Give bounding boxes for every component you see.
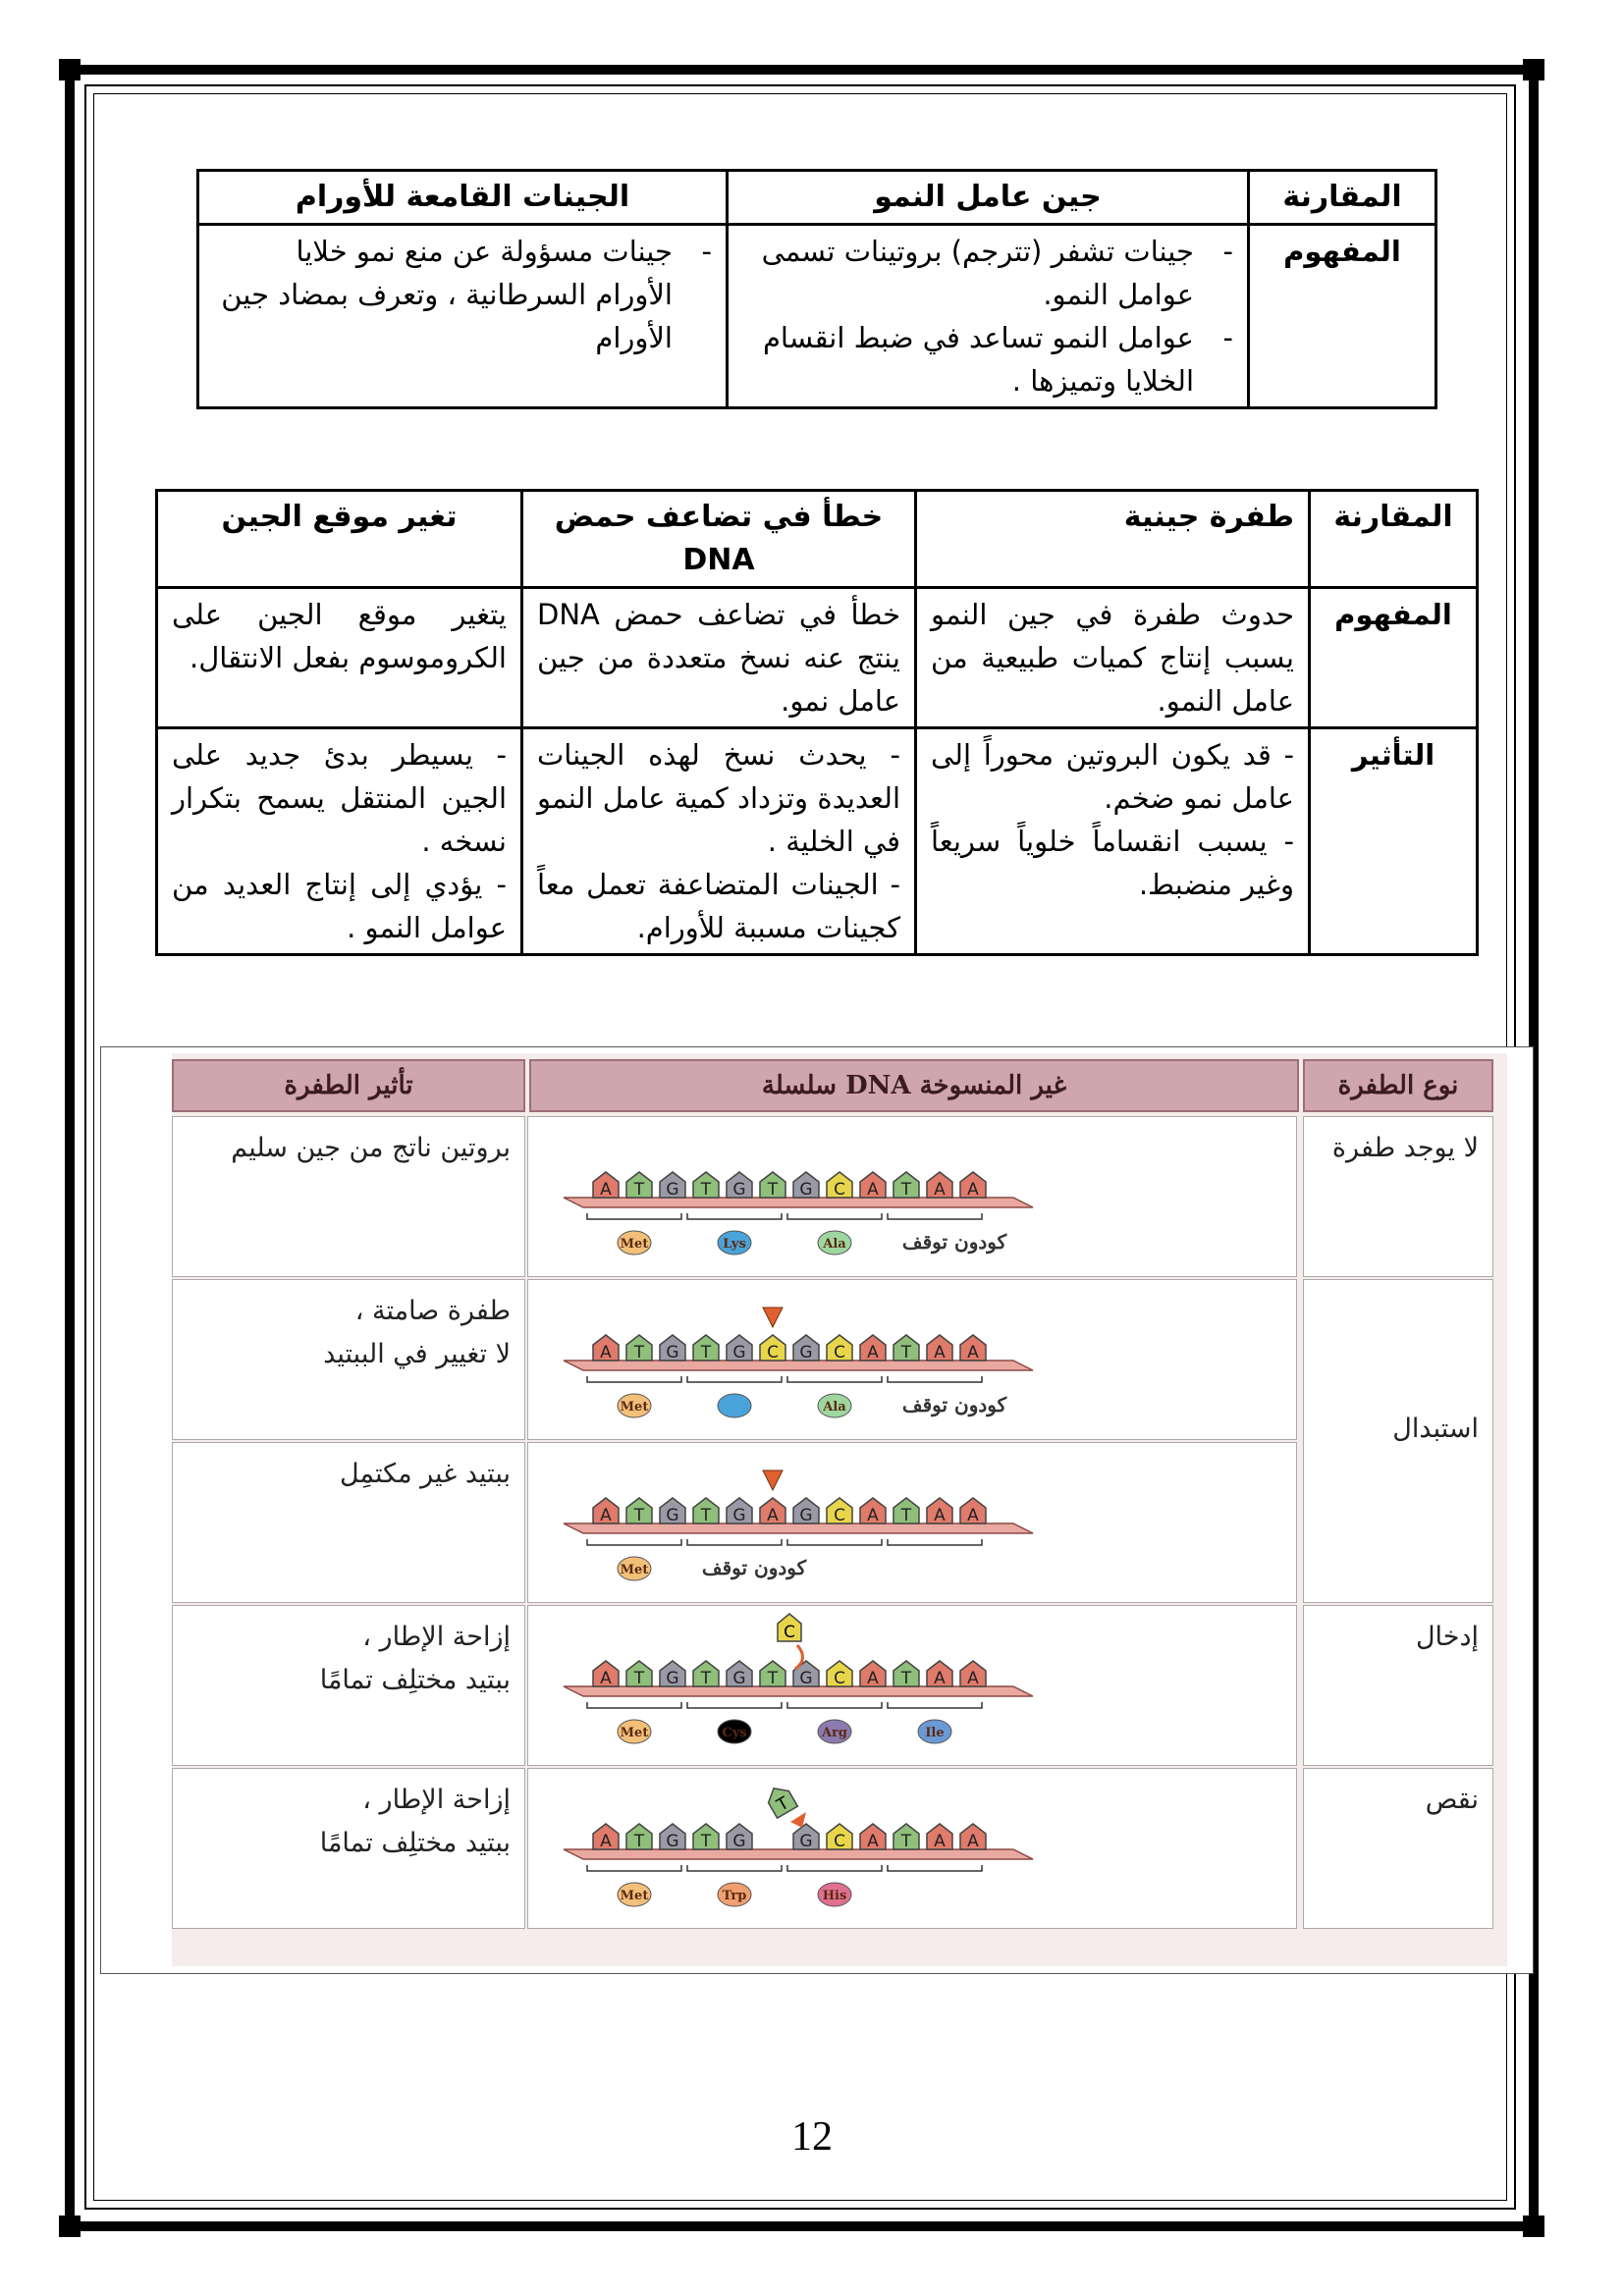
dna-base-letter: A xyxy=(934,1669,946,1688)
dna-base-T xyxy=(893,1661,919,1688)
codon-bracket xyxy=(888,1376,982,1382)
codon-bracket xyxy=(888,1702,982,1708)
mutation-effect-text: ببتيد مختلِف تمامًا xyxy=(319,1828,511,1858)
header-comparison: المقارنة xyxy=(1310,491,1478,588)
dna-base-letter: T xyxy=(633,1343,645,1362)
dna-base-T xyxy=(693,1824,719,1851)
codon-bracket xyxy=(587,1865,681,1871)
stop-codon-label: كودون توقف xyxy=(701,1556,807,1579)
dna-base-letter: A xyxy=(867,1343,879,1362)
dna-base-letter: A xyxy=(967,1343,979,1362)
codon-bracket xyxy=(687,1865,782,1871)
dna-base-T xyxy=(760,1661,785,1688)
list-item: - جينات مسؤولة عن منع نمو خلايا الأورام السرطانية ، وتعرف بمضاد جين الأورام xyxy=(213,230,712,359)
dna-base-T xyxy=(626,1661,652,1688)
codon-bracket xyxy=(787,1865,882,1871)
dna-base-G xyxy=(793,1335,819,1362)
list-item: - عوامل النمو تساعد في ضبط انقسام الخلايا وتميزها . xyxy=(742,316,1233,402)
effect-line: - قد يكون البروتين محوراً إلى عامل نمو ضخم. xyxy=(931,738,1294,815)
cell-relocation-effect xyxy=(157,728,522,955)
dna-base-letter: A xyxy=(967,1180,979,1200)
dna-base-A xyxy=(860,1498,886,1525)
dna-base-letter: T xyxy=(900,1669,912,1688)
cell-growth-factor-concept xyxy=(728,225,1249,408)
comparison-table-oncogenes xyxy=(155,489,1479,956)
page-number: 12 xyxy=(791,2114,833,2160)
amino-acid-label: Ala xyxy=(823,1400,846,1415)
dna-base-T xyxy=(893,1498,919,1525)
dna-base-letter: A xyxy=(934,1343,946,1362)
dna-base-letter: C xyxy=(834,1669,845,1688)
header-gene-relocation: تغير موقع الجين xyxy=(157,491,522,588)
dna-base-letter: T xyxy=(700,1343,712,1362)
dna-base-C xyxy=(827,1824,852,1851)
dna-strand-cell xyxy=(527,1279,1297,1440)
mutation-effect-text: إزاحة الإطار ، xyxy=(362,1785,511,1815)
frame-corner xyxy=(59,59,81,80)
cell-mutation-concept: حدوث طفرة في جين النمو يسبب إنتاج كميات طبيعية من عامل النمو. xyxy=(916,588,1310,728)
dna-strand-cell xyxy=(527,1768,1297,1929)
dna-base-A xyxy=(927,1172,952,1200)
dna-strand-diagram xyxy=(528,1280,1298,1441)
dna-base-letter: T xyxy=(633,1180,645,1200)
effect-line: - يؤدي إلى إنتاج العديد من عوامل النمو . xyxy=(172,868,507,944)
header-comparison: المقارنة xyxy=(1249,171,1436,225)
mutation-type-cell xyxy=(1303,1768,1493,1929)
amino-acid-label: Lys xyxy=(723,1237,746,1252)
dna-base-letter: A xyxy=(867,1832,879,1851)
codon-bracket xyxy=(687,1376,782,1382)
dna-base-A xyxy=(760,1498,785,1525)
dna-base-G xyxy=(660,1335,685,1362)
deleted-base-letter: T xyxy=(774,1793,792,1816)
dna-base-G xyxy=(660,1172,685,1200)
cell-mutation-effect xyxy=(916,728,1310,955)
mutation-effect-cell xyxy=(172,1605,525,1766)
header-dna-replication-error: خطأ في تضاعف حمض DNA xyxy=(522,491,916,588)
codon-bracket xyxy=(687,1539,782,1545)
amino-acid-icon xyxy=(718,1720,751,1743)
dna-base-letter: C xyxy=(834,1506,845,1525)
dna-base-letter: A xyxy=(600,1343,612,1362)
dna-base-letter: A xyxy=(867,1506,879,1525)
mutation-arrow-icon xyxy=(763,1470,783,1490)
dna-base-letter: G xyxy=(732,1180,746,1200)
mutation-arrow-icon xyxy=(763,1308,783,1327)
mutation-type-label: استبدال xyxy=(1392,1414,1479,1444)
dna-base-A xyxy=(593,1498,619,1525)
dna-base-T xyxy=(693,1661,719,1688)
mutation-effect-text: إزاحة الإطار ، xyxy=(362,1622,511,1652)
dna-base-G xyxy=(793,1661,819,1688)
dna-base-A xyxy=(927,1661,952,1688)
dna-base-C xyxy=(827,1172,852,1200)
codon-bracket xyxy=(888,1213,982,1219)
row-label-concept: المفهوم xyxy=(1249,225,1436,408)
amino-acid-label: His xyxy=(822,1889,847,1903)
dna-strand-diagram xyxy=(528,1606,1298,1767)
dna-base-letter: T xyxy=(767,1180,779,1200)
codon-bracket xyxy=(888,1539,982,1545)
page-frame-top xyxy=(77,65,1530,75)
dna-base-letter: G xyxy=(732,1506,746,1525)
dna-base-A xyxy=(960,1824,986,1851)
dna-base-C xyxy=(827,1335,852,1362)
amino-acid-label: Trp xyxy=(722,1889,747,1903)
amino-acid-icon xyxy=(618,1883,651,1906)
frame-corner xyxy=(1523,59,1544,80)
dna-base-letter: T xyxy=(633,1832,645,1851)
codon-bracket xyxy=(687,1702,782,1708)
mutation-effect-cell xyxy=(172,1279,525,1440)
dna-base-letter: A xyxy=(867,1180,879,1200)
amino-acid-icon xyxy=(618,1231,651,1255)
stop-codon-label: كودون توقف xyxy=(901,1230,1007,1254)
dna-base-T xyxy=(893,1335,919,1362)
frame-corner xyxy=(59,2216,81,2237)
codon-bracket xyxy=(587,1213,681,1219)
codon-bracket xyxy=(787,1539,882,1545)
dna-base-letter: G xyxy=(732,1669,746,1688)
dna-base-letter: G xyxy=(666,1669,679,1688)
codon-bracket xyxy=(587,1376,681,1382)
mutation-effect-cell xyxy=(172,1442,525,1603)
dna-base-T xyxy=(693,1172,719,1200)
amino-acid-icon xyxy=(718,1883,751,1906)
dna-base-letter: T xyxy=(700,1506,712,1525)
dna-base-A xyxy=(927,1824,952,1851)
mutation-type-cell xyxy=(1303,1605,1493,1766)
dna-base-letter: A xyxy=(600,1832,612,1851)
dna-base-A xyxy=(927,1335,952,1362)
amino-acid-icon xyxy=(818,1720,851,1743)
dna-base-letter: G xyxy=(799,1669,813,1688)
dna-base-letter: T xyxy=(900,1832,912,1851)
amino-acid-label: Met xyxy=(620,1726,649,1740)
dna-base-letter: T xyxy=(700,1180,712,1200)
dna-base-letter: T xyxy=(767,1669,779,1688)
dna-base-letter: T xyxy=(900,1506,912,1525)
mutation-effect-text: ببتيد مختلِف تمامًا xyxy=(319,1665,511,1695)
cell-replication-effect xyxy=(522,728,916,955)
dna-base-letter: A xyxy=(767,1506,779,1525)
dna-base-letter: G xyxy=(732,1343,746,1362)
dna-base-C xyxy=(760,1335,785,1362)
codon-bracket xyxy=(587,1702,681,1708)
amino-acid-icon xyxy=(818,1231,851,1255)
dna-base-letter: T xyxy=(700,1669,712,1688)
mutation-effect-cell xyxy=(172,1768,525,1929)
dna-base-A xyxy=(860,1661,886,1688)
dna-base-letter: A xyxy=(967,1669,979,1688)
dna-base-T xyxy=(626,1335,652,1362)
dna-base-letter: T xyxy=(633,1669,645,1688)
dna-base-letter: T xyxy=(900,1343,912,1362)
dna-base-T xyxy=(693,1335,719,1362)
dna-base-A xyxy=(960,1661,986,1688)
dna-base-letter: C xyxy=(834,1343,845,1362)
amino-acid-label: Met xyxy=(620,1563,649,1577)
figure-header-strand: سلسلة DNA غير المنسوخة xyxy=(529,1059,1299,1112)
figure-header-type: نوع الطفرة xyxy=(1303,1059,1493,1112)
amino-acid-icon xyxy=(918,1720,951,1743)
effect-line: - يسبب انقساماً خلوياً سريعاً وغير منضبط. xyxy=(931,825,1294,901)
row-label-concept: المفهوم xyxy=(1310,588,1478,728)
dna-base-G xyxy=(660,1824,685,1851)
dna-base-A xyxy=(593,1335,619,1362)
dna-base-letter: G xyxy=(799,1180,813,1200)
mutation-type-cell-substitution xyxy=(1303,1279,1493,1603)
figure-header-effect: تأثير الطفرة xyxy=(172,1059,525,1112)
amino-acid-label: Met xyxy=(620,1889,649,1903)
dna-base-letter: G xyxy=(666,1832,679,1851)
amino-acid-label: Met xyxy=(620,1400,649,1415)
dna-base-G xyxy=(660,1661,685,1688)
dna-base-letter: G xyxy=(799,1832,813,1851)
dna-base-T xyxy=(626,1172,652,1200)
dna-strand-cell xyxy=(527,1605,1297,1766)
dna-base-A xyxy=(593,1661,619,1688)
dna-base-letter: G xyxy=(666,1506,679,1525)
cell-replication-concept: خطأ في تضاعف حمض DNA ينتج عنه نسخ متعددة من جين عامل نمو. xyxy=(522,588,916,728)
codon-bracket xyxy=(787,1376,882,1382)
comparison-table-genes xyxy=(196,169,1437,409)
dna-base-G xyxy=(793,1824,819,1851)
frame-corner xyxy=(1523,2216,1544,2237)
row-label-effect: التأثير xyxy=(1310,728,1478,955)
stop-codon-label: كودون توقف xyxy=(901,1393,1007,1416)
amino-acid-label: Cys xyxy=(722,1726,747,1740)
amino-acid-icon xyxy=(618,1394,651,1417)
deleted-base-icon xyxy=(764,1783,798,1819)
dna-base-letter: A xyxy=(934,1180,946,1200)
dna-base-G xyxy=(727,1824,752,1851)
dna-base-A xyxy=(960,1172,986,1200)
dna-base-T xyxy=(893,1172,919,1200)
amino-acid-label: Met xyxy=(620,1237,649,1252)
mutation-type-cell xyxy=(1303,1116,1493,1277)
dna-strand-diagram xyxy=(528,1117,1298,1278)
mutation-effect-cell xyxy=(172,1116,525,1277)
dna-base-letter: G xyxy=(799,1343,813,1362)
dna-strand-diagram xyxy=(528,1443,1298,1604)
mutation-type-label: لا يوجد طفرة xyxy=(1331,1133,1479,1163)
dna-base-G xyxy=(727,1172,752,1200)
effect-line: - يحدث نسخ لهذه الجينات العديدة وتزداد كمية عامل النمو في الخلية . xyxy=(537,738,900,858)
dna-base-T xyxy=(626,1824,652,1851)
dna-base-letter: G xyxy=(666,1343,679,1362)
dna-base-G xyxy=(727,1661,752,1688)
dna-base-letter: A xyxy=(934,1832,946,1851)
mutation-types-figure xyxy=(100,1046,1534,1974)
dna-base-A xyxy=(960,1335,986,1362)
codon-bracket xyxy=(587,1539,681,1545)
page-frame-bottom xyxy=(77,2221,1530,2231)
dna-base-letter: T xyxy=(900,1180,912,1200)
amino-acid-icon xyxy=(718,1231,751,1255)
inserted-base-letter: C xyxy=(784,1623,795,1642)
amino-acid-icon xyxy=(618,1720,651,1743)
codon-bracket xyxy=(888,1865,982,1871)
effect-line: - الجينات المتضاعفة تعمل معاً كجينات مسببة للأورام. xyxy=(537,868,900,944)
amino-acid-icon xyxy=(718,1394,751,1417)
mutation-effect-text: بروتين ناتج من جين سليم xyxy=(231,1133,511,1163)
mutation-effect-text: لا تغيير في الببتيد xyxy=(323,1339,511,1369)
dna-base-letter: T xyxy=(700,1832,712,1851)
dna-base-G xyxy=(727,1498,752,1525)
cell-relocation-concept: يتغير موقع الجين على الكروموسوم بفعل الانتقال. xyxy=(157,588,522,728)
amino-acid-icon xyxy=(818,1394,851,1417)
codon-bracket xyxy=(787,1213,882,1219)
dna-base-letter: T xyxy=(633,1506,645,1525)
dna-base-letter: C xyxy=(834,1180,845,1200)
amino-acid-icon xyxy=(618,1557,651,1580)
dna-base-G xyxy=(793,1498,819,1525)
mutation-effect-text: ببتيد غير مكتمِل xyxy=(339,1459,511,1489)
list-item: - جينات تشفر (تترجم) بروتينات تسمى عوامل النمو. xyxy=(742,230,1233,316)
mutation-type-label: نقص xyxy=(1425,1785,1479,1815)
dna-strand-diagram xyxy=(528,1769,1298,1930)
amino-acid-label: Ile xyxy=(925,1726,945,1740)
codon-bracket xyxy=(787,1702,882,1708)
dna-base-letter: A xyxy=(934,1506,946,1525)
dna-base-A xyxy=(960,1498,986,1525)
dna-base-letter: A xyxy=(600,1506,612,1525)
effect-line: - يسيطر بدئ جديد على الجين المنتقل يسمح بتكرار نسخه . xyxy=(172,738,507,858)
dna-base-C xyxy=(827,1661,852,1688)
mutation-type-label: إدخال xyxy=(1415,1622,1479,1652)
dna-base-letter: A xyxy=(600,1180,612,1200)
dna-base-letter: A xyxy=(967,1506,979,1525)
header-gene-mutation: طفرة جينية xyxy=(916,491,1310,588)
amino-acid-label: Arg xyxy=(821,1726,848,1740)
dna-strand-cell xyxy=(527,1442,1297,1603)
dna-base-A xyxy=(860,1335,886,1362)
dna-base-letter: C xyxy=(767,1343,779,1362)
amino-acid-icon xyxy=(818,1883,851,1906)
dna-base-T xyxy=(760,1172,785,1200)
dna-base-letter: A xyxy=(600,1669,612,1688)
dna-base-letter: G xyxy=(666,1180,679,1200)
dna-base-A xyxy=(860,1824,886,1851)
amino-acid-label: Ala xyxy=(823,1237,846,1252)
dna-base-A xyxy=(593,1824,619,1851)
codon-bracket xyxy=(687,1213,782,1219)
dna-base-letter: C xyxy=(834,1832,845,1851)
dna-base-A xyxy=(593,1172,619,1200)
dna-base-T xyxy=(693,1498,719,1525)
dna-strand-cell xyxy=(527,1116,1297,1277)
dna-base-G xyxy=(660,1498,685,1525)
header-tumor-suppressor: الجينات القامعة للأورام xyxy=(198,171,728,225)
dna-base-letter: G xyxy=(732,1832,746,1851)
dna-base-letter: A xyxy=(867,1669,879,1688)
dna-base-C xyxy=(827,1498,852,1525)
dna-base-T xyxy=(893,1824,919,1851)
mutation-figure-table xyxy=(172,1053,1507,1966)
dna-base-T xyxy=(626,1498,652,1525)
dna-base-A xyxy=(860,1172,886,1200)
dna-base-A xyxy=(927,1498,952,1525)
header-growth-factor-gene: جين عامل النمو xyxy=(728,171,1249,225)
cell-suppressor-concept xyxy=(198,225,728,408)
dna-base-letter: G xyxy=(799,1506,813,1525)
page-frame-left xyxy=(65,77,75,2221)
mutation-effect-text: طفرة صامتة ، xyxy=(354,1296,511,1326)
inserted-base-icon xyxy=(778,1614,803,1669)
dna-base-letter: A xyxy=(967,1832,979,1851)
dna-base-G xyxy=(727,1335,752,1362)
dna-base-G xyxy=(793,1172,819,1200)
